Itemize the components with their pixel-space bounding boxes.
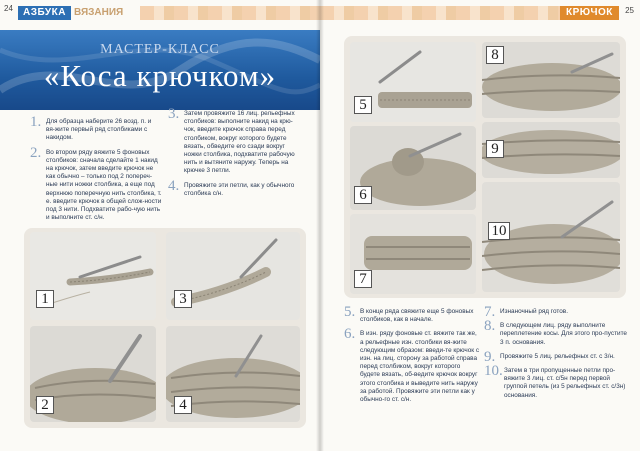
steps-column-2 [168, 106, 302, 204]
photo-10-badge: 10 [488, 222, 510, 240]
photo-4-badge: 4 [174, 396, 192, 414]
photo-8-badge: 8 [486, 46, 504, 64]
section-label-2: ВЯЗАНИЯ [74, 7, 124, 18]
photo-5-badge: 5 [354, 96, 372, 114]
photo-8 [482, 42, 620, 118]
right-page [320, 0, 640, 451]
section-label: АЗБУКА [18, 6, 71, 20]
header-stripes-right [320, 6, 560, 20]
header-stripes [140, 6, 320, 20]
step-7: 7. Изнаночный ряд готов. [484, 304, 568, 320]
photo-7-badge: 7 [354, 270, 372, 288]
step-1: 1. Для образца наберите 26 возд. п. и вя-жите первый ряд столбиками с накидом. [30, 114, 152, 142]
photo-2-badge: 2 [36, 396, 54, 414]
section-label-right: КРЮЧОК [560, 6, 619, 20]
right-header [320, 0, 640, 22]
left-header [0, 0, 320, 22]
photo-9 [482, 122, 620, 178]
step-6: 6. В изн. ряду фоновые ст. вяжите так же, а рельефные изн. столбики вя-жите следующим образом: введи-те крючок с изн. на лиц. сторону за работой справа перед столбиком, вокруг которого будете вязать, об-ведите крючок вокруг этого столбика и выведите нить наружу за работой. Провяжите эти петли как у обычно-го ст. с/н. [344, 326, 480, 404]
photo-10 [482, 182, 620, 292]
photo-6 [350, 126, 476, 210]
photo-3 [166, 232, 300, 320]
photo-2 [30, 326, 156, 422]
photo-4 [166, 326, 300, 422]
page-number-left: 24 [4, 4, 13, 13]
step-9: 9. Провяжите 5 лиц. рельефных ст. с 3/н. [484, 348, 615, 365]
step-5: 5. В конце ряда свяжите еще 5 фоновых столбиков, как в начале. [344, 304, 474, 324]
steps-column-1 [30, 114, 162, 228]
photo-3-badge: 3 [174, 290, 192, 308]
photo-9-badge: 9 [486, 140, 504, 158]
photo-6-badge: 6 [354, 186, 372, 204]
step-3: 3. Затем провяжите 16 лиц. рельефных столбиков: выполните накид на крю-чок, введите крючок справа перед столбиком, вокруг которого будете вязать, обведите его сзади вокруг ножки столбика, подхватите рабочую нить и вытяните наружу. Теперь на крючке 3 петли. [168, 106, 295, 175]
page-gutter [316, 0, 324, 451]
photo-7 [350, 214, 476, 294]
page-number-right: 25 [625, 6, 634, 15]
photo-1 [30, 232, 156, 320]
photo-5 [350, 42, 476, 122]
page-title: «Коса крючком» [43, 58, 277, 93]
step-8: 8. В следующем лиц. ряду выполните переплетение косы. Для этого про-пустите 3 п. основания. [484, 318, 627, 346]
step-2: 2. Во втором ряду вяжите 5 фоновых столбиков: сначала сделайте 1 накид на крючок, затем введите крючок не как обычно – только под 2 попереч-ные нити ножки столбика, а еще под верхнюю поперечную нить столбика, т. е. введите крючок в общей слож-ности под 3 нити. Подхватите рабо-чую нить и выполните ст. с/н. [30, 144, 162, 222]
photo-1-badge: 1 [36, 290, 54, 308]
step-4: 4. Провяжите эти петли, как у обычного столбика с/н. [168, 177, 295, 197]
step-10: 10. Затем в три пропущенные петли про-вяжите 3 лиц. ст. с/5н перед первой группой петель (из 5 рельефных ст. с/3н) основания. [484, 363, 626, 399]
steps-column-4 [484, 304, 630, 406]
steps-column-3 [344, 304, 482, 410]
subtitle: МАСТЕР-КЛАСС [100, 42, 220, 57]
